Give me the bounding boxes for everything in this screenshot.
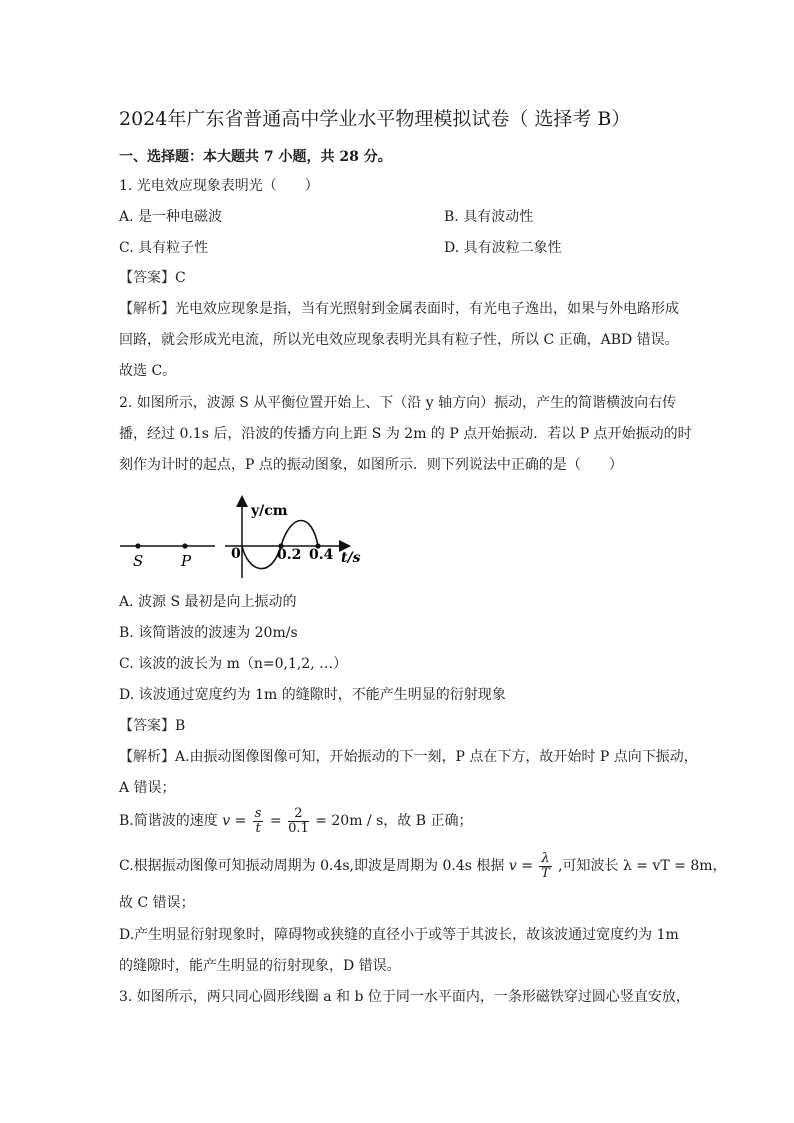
q2-option-b: B. 该简谐波的波速为 20m/s <box>119 625 298 641</box>
page-title: 2024年广东省普通高中学业水平物理模拟试卷（ 选择考 B） <box>119 108 631 130</box>
analysis-b-prefix: B.简谐波的速度 <box>119 813 218 829</box>
fraction-lambda-over-t <box>539 852 551 881</box>
q1-option-d: D. 具有波粒二象性 <box>444 240 562 256</box>
q2-analysis-c <box>119 851 727 881</box>
q2-option-c: C. 该波的波长为 m（n=0,1,2, …） <box>119 656 348 672</box>
q1-analysis-line-1 <box>119 299 679 319</box>
fraction-numerator: s <box>254 805 262 821</box>
section-heading: 一、选择题：本大题共 7 小题，共 28 分。 <box>119 149 392 165</box>
q2-answer <box>119 716 185 736</box>
fraction-2-over-01 <box>288 807 309 836</box>
q1-answer <box>119 268 186 288</box>
analysis-text: A.由振动图像图像可知，开始振动的下一刻，P 点在下方，故开始时 P 点向下振动， <box>175 749 698 765</box>
answer-tag: 【答案】 <box>119 270 175 286</box>
q2-analysis-a1 <box>119 747 698 767</box>
origin-label: 0 <box>231 546 241 562</box>
analysis-text: 光电效应现象是指，当有光照射到金属表面时，有光电子逸出，如果与外电路形成 <box>175 301 679 317</box>
y-axis-label: y/cm <box>251 503 288 519</box>
label-p: P <box>181 552 192 570</box>
q2-analysis-d1: D.产生明显衍射现象时，障碍物或狭缝的直径小于或等于其波长，故该波通过宽度约为 1m <box>119 927 679 943</box>
q1-option-b: B. 具有波动性 <box>444 209 534 225</box>
q2-stem-line-1: 2. 如图所示，波源 S 从平衡位置开始上、下（沿 y 轴方向）振动，产生的简谐横波向右传 <box>119 395 677 411</box>
fraction-numerator: λ <box>541 850 550 866</box>
q2-analysis-b <box>119 806 472 836</box>
q2-option-d: D. 该波通过宽度约为 1m 的缝隙时，不能产生明显的衍射现象 <box>119 687 506 703</box>
analysis-c-prefix: C.根据振动图像可知振动周期为 0.4s,即波是周期为 0.4s 根据 <box>119 858 505 874</box>
analysis-b-suffix: = 20m / s，故 B 正确； <box>315 813 473 829</box>
q1-stem: 1. 光电效应现象表明光（ ） <box>119 178 319 194</box>
x-axis-label: t/s <box>341 550 361 566</box>
analysis-tag: 【解析】 <box>119 301 175 317</box>
point-p <box>182 543 187 548</box>
q2-analysis-a2: A 错误； <box>119 780 176 796</box>
fraction-denominator: t <box>255 820 261 836</box>
wave-figure <box>115 490 375 585</box>
label-s: S <box>133 552 144 570</box>
analysis-tag: 【解析】 <box>119 749 175 765</box>
q1-option-a: A. 是一种电磁波 <box>119 209 223 225</box>
answer-tag: 【答案】 <box>119 718 175 734</box>
q2-stem-line-3: 刻作为计时的起点，P 点的振动图象，如图所示．则下列说法中正确的是（ ） <box>119 457 623 473</box>
velocity-symbol: v = <box>222 813 247 829</box>
q1-option-c: C. 具有粒子性 <box>119 240 209 256</box>
point-s <box>135 543 140 548</box>
fraction-denominator: 0.1 <box>288 820 309 836</box>
answer-value: C <box>175 270 186 286</box>
tick-label-2: 0.4 <box>309 547 334 563</box>
q1-analysis-line-2: 回路，就会形成光电流，所以光电效应现象表明光具有粒子性，所以 C 正确，ABD 错误。 <box>119 332 679 348</box>
q2-analysis-c2: 故 C 错误； <box>119 895 195 911</box>
q3-stem-line-1: 3. 如图所示，两只同心圆形线圈 a 和 b 位于同一水平面内，一条形磁铁穿过圆心竖直安放， <box>119 989 690 1005</box>
fraction-numerator: 2 <box>288 807 309 822</box>
q2-analysis-d2: 的缝隙时，能产生明显的衍射现象，D 错误。 <box>119 958 401 974</box>
tick-label-1: 0.2 <box>277 547 302 563</box>
q1-analysis-line-3: 故选 C。 <box>119 363 177 379</box>
q2-option-a: A. 波源 S 最初是向上振动的 <box>119 594 297 610</box>
equals-sign: = <box>269 813 282 829</box>
fraction-s-over-t <box>253 807 264 836</box>
q2-stem-line-2: 播，经过 0.1s 后，沿波的传播方向上距 S 为 2m 的 P 点开始振动．若以 P 点开始振动的时 <box>119 426 692 442</box>
fraction-denominator: T <box>541 865 550 881</box>
velocity-symbol: v = <box>508 858 533 874</box>
analysis-c-suffix: ,可知波长 λ = vT = 8m， <box>558 858 727 874</box>
answer-value: B <box>175 718 186 734</box>
